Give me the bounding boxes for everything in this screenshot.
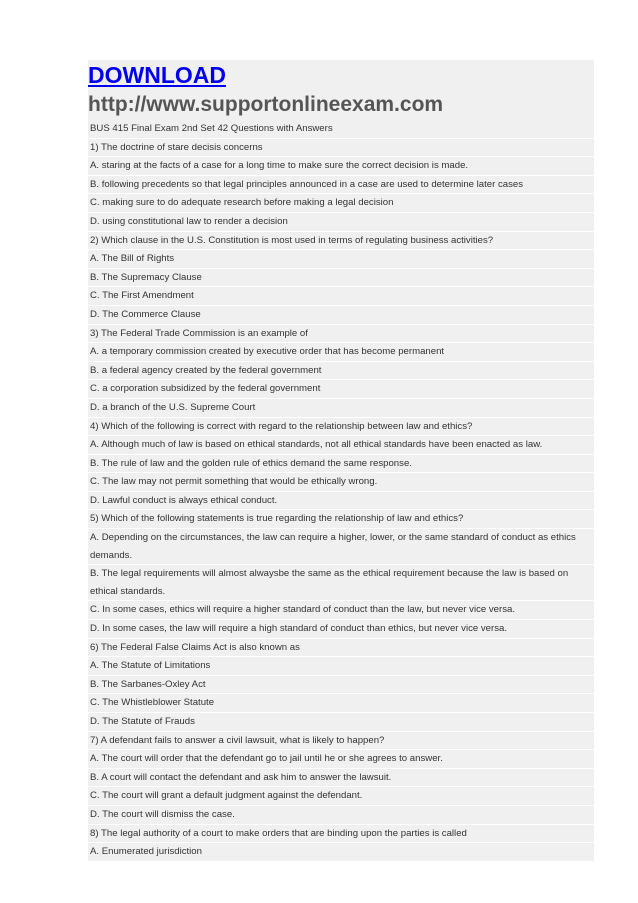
answer-2b: B. The Supremacy Clause xyxy=(88,269,594,288)
question-3: 3) The Federal Trade Commission is an example of xyxy=(88,325,594,344)
answer-6a: A. The Statute of Limitations xyxy=(88,657,594,676)
question-2: 2) Which clause in the U.S. Constitution is most used in terms of regulating business activities? xyxy=(88,232,594,251)
answer-3c: C. a corporation subsidized by the federal government xyxy=(88,380,594,399)
answer-4d: D. Lawful conduct is always ethical conduct. xyxy=(88,492,594,511)
document-title: BUS 415 Final Exam 2nd Set 42 Questions with Answers xyxy=(88,120,594,139)
answer-7a: A. The court will order that the defendant go to jail until he or she agrees to answer. xyxy=(88,750,594,769)
document-page xyxy=(88,60,594,862)
answer-2a: A. The Bill of Rights xyxy=(88,250,594,269)
answer-1a: A. staring at the facts of a case for a long time to make sure the correct decision is made. xyxy=(88,157,594,176)
answer-5c: C. In some cases, ethics will require a higher standard of conduct than the law, but never vice versa. xyxy=(88,601,594,620)
answer-7b: B. A court will contact the defendant and ask him to answer the lawsuit. xyxy=(88,769,594,788)
question-1: 1) The doctrine of stare decisis concerns xyxy=(88,139,594,158)
answer-6d: D. The Statute of Frauds xyxy=(88,713,594,732)
answer-3b: B. a federal agency created by the federal government xyxy=(88,362,594,381)
question-6: 6) The Federal False Claims Act is also known as xyxy=(88,639,594,658)
answer-4c: C. The law may not permit something that would be ethically wrong. xyxy=(88,473,594,492)
answer-3d: D. a branch of the U.S. Supreme Court xyxy=(88,399,594,418)
answer-3a: A. a temporary commission created by executive order that has become permanent xyxy=(88,343,594,362)
answer-4b: B. The rule of law and the golden rule of ethics demand the same response. xyxy=(88,455,594,474)
question-8: 8) The legal authority of a court to make orders that are binding upon the parties is called xyxy=(88,825,594,844)
answer-6c: C. The Whistleblower Statute xyxy=(88,694,594,713)
answer-1b: B. following precedents so that legal principles announced in a case are used to determine later cases xyxy=(88,176,594,195)
answer-7c: C. The court will grant a default judgment against the defendant. xyxy=(88,787,594,806)
question-7: 7) A defendant fails to answer a civil lawsuit, what is likely to happen? xyxy=(88,732,594,751)
answer-4a: A. Although much of law is based on ethical standards, not all ethical standards have been enacted as law. xyxy=(88,436,594,455)
question-5: 5) Which of the following statements is true regarding the relationship of law and ethics? xyxy=(88,510,594,529)
answer-1c: C. making sure to do adequate research before making a legal decision xyxy=(88,194,594,213)
answer-5a: A. Depending on the circumstances, the law can require a higher, lower, or the same standard of conduct as ethics demands. xyxy=(88,529,594,565)
answer-5b: B. The legal requirements will almost alwaysbe the same as the ethical requirement because the law is based on ethical standards. xyxy=(88,565,594,601)
answer-8a: A. Enumerated jurisdiction xyxy=(88,843,594,862)
answer-6b: B. The Sarbanes-Oxley Act xyxy=(88,676,594,695)
answer-7d: D. The court will dismiss the case. xyxy=(88,806,594,825)
answer-2d: D. The Commerce Clause xyxy=(88,306,594,325)
website-url: http://www.supportonlineexam.com xyxy=(88,93,444,116)
download-link[interactable]: DOWNLOAD xyxy=(88,62,226,88)
question-4: 4) Which of the following is correct with regard to the relationship between law and ethics? xyxy=(88,418,594,437)
answer-1d: D. using constitutional law to render a decision xyxy=(88,213,594,232)
answer-2c: C. The First Amendment xyxy=(88,287,594,306)
answer-5d: D. In some cases, the law will require a high standard of conduct than ethics, but never vice versa. xyxy=(88,620,594,639)
